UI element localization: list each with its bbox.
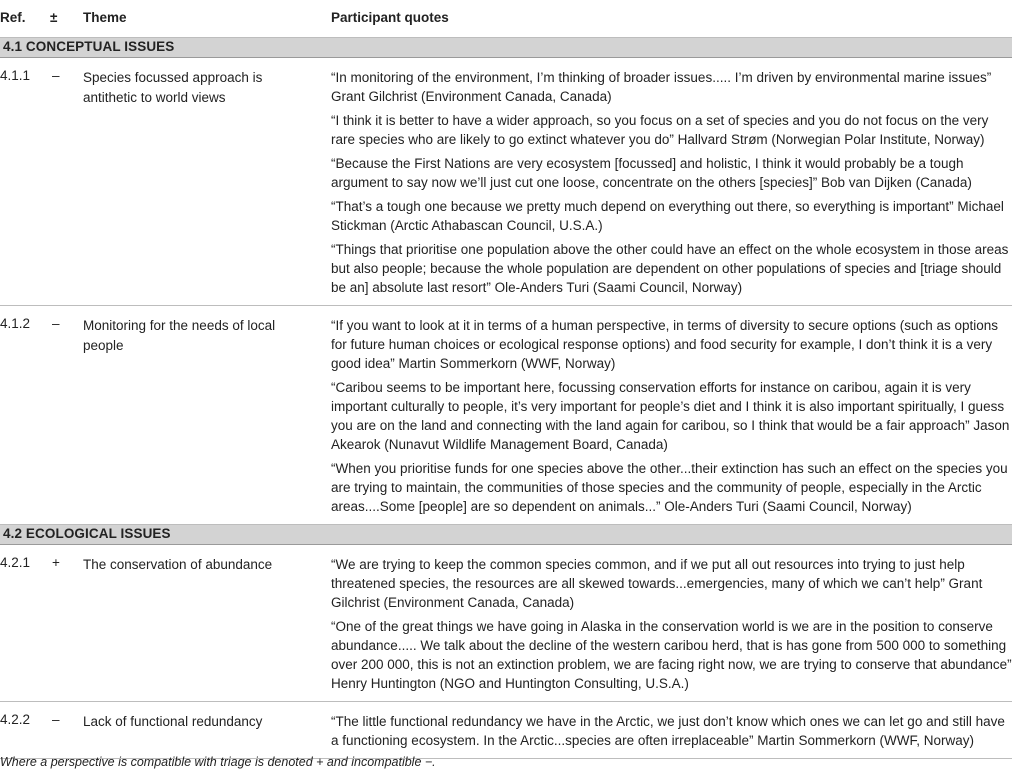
table-row	[0, 545, 1012, 702]
participant-quote: “If you want to look at it in terms of a human perspective, in terms of diversity to secure options (such as options for future human choices or ecological response options) and food security for example, I don’t think it is a very good idea” Martin Sommerkorn (WWF, Norway)	[331, 318, 999, 371]
row-theme: Monitoring for the needs of local people	[83, 318, 276, 353]
participant-quote: “We are trying to keep the common species common, and if we put all out resources into trying to just help threatened species, the resources are all skewed towards...emergencies, many of which we can’t help” Grant Gilchrist (Environment Canada, Canada)	[331, 557, 983, 610]
row-ref: 4.2.2	[0, 712, 31, 727]
participant-quote: “The little functional redundancy we have in the Arctic, we just don’t know which ones we can let go and still have a functioning ecosystem. In the Arctic...species are often irreplaceable” Martin Sommerkorn (WWF, Norway)	[331, 714, 1005, 748]
header-quotes: Participant quotes	[331, 10, 449, 25]
section-ecological-issues	[0, 525, 1012, 545]
section-conceptual-issues	[0, 38, 1012, 58]
participant-quote: “Caribou seems to be important here, focussing conservation efforts for instance on caribou, again it is very important culturally to people, it’s very important for people’s diet and I think it is also important spiritually, I guess you are on the land and connecting with the land again for caribou, so I think that would be a fair approach” Jason Akearok (Nunavut Wildlife Management Board, Canada)	[331, 380, 1010, 452]
row-theme: The conservation of abundance	[83, 557, 273, 572]
row-sign: –	[52, 712, 60, 727]
row-ref: 4.1.2	[0, 316, 31, 331]
table-row	[0, 702, 1012, 759]
table-row	[0, 58, 1012, 306]
participant-quote: “One of the great things we have going in Alaska in the conservation world is we are in the position to conserve abundance..... We talk about the decline of the western caribou herd, that is has gone from 500 000 to something over 200 000, this is not an extinction problem, we are facing right now, we are trying to conserve that abundance” Henry Huntington (NGO and Huntington Consulting, U.S.A.)	[331, 619, 1012, 691]
participant-quote: “Things that prioritise one population above the other could have an effect on the whole ecosystem in those areas but also people; because the whole population are dependent on other populations of species and [triage should be an] absolute last resort” Ole-Anders Turi (Saami Council, Norway)	[331, 242, 1009, 295]
row-quotes	[331, 306, 1012, 524]
row-sign: –	[52, 68, 60, 83]
row-sign: +	[52, 555, 60, 570]
participant-quote: “That’s a tough one because we pretty much depend on everything out there, so everything is important” Michael Stickman (Arctic Athabascan Council, U.S.A.)	[331, 199, 1004, 233]
row-theme: Species focussed approach is antithetic to world views	[83, 70, 263, 105]
participant-quote: “Because the First Nations are very ecosystem [focussed] and holistic, I think it would probably be a tough argument to say now we’ll just cut one loose, concentrate on the others [species]” Bob van Dijken (Canada)	[331, 156, 972, 190]
table-header	[0, 0, 1012, 38]
participant-quote: “I think it is better to have a wider approach, so you focus on a set of species and you do not focus on the very rare species who are likely to go extinct whatever you do” Hallvard Strøm (Norwegian Polar Institute, Norway)	[331, 113, 989, 147]
table-footnote: Where a perspective is compatible with triage is denoted + and incompatible −.	[0, 755, 436, 769]
header-sign: ±	[50, 10, 58, 25]
table-row	[0, 306, 1012, 525]
row-ref: 4.1.1	[0, 68, 31, 83]
row-sign: –	[52, 316, 60, 331]
section-title: 4.1 CONCEPTUAL ISSUES	[3, 39, 175, 54]
participant-quote: “When you prioritise funds for one species above the other...their extinction has such an effect on the species you are trying to maintain, the communities of those species and the community of people, especially in the Arctic areas....Some [people] are so dependent on animals...” Ole-Anders Turi (Saami Council, Norway)	[331, 461, 1008, 514]
header-theme: Theme	[83, 10, 127, 25]
row-quotes	[331, 58, 1012, 305]
section-title: 4.2 ECOLOGICAL ISSUES	[3, 526, 171, 541]
header-ref: Ref.	[0, 10, 26, 25]
row-quotes	[331, 702, 1012, 758]
participant-quote: “In monitoring of the environment, I’m thinking of broader issues..... I’m driven by environmental marine issues” Grant Gilchrist (Environment Canada, Canada)	[331, 70, 992, 104]
row-quotes	[331, 545, 1012, 701]
row-ref: 4.2.1	[0, 555, 31, 570]
row-theme: Lack of functional redundancy	[83, 714, 263, 729]
